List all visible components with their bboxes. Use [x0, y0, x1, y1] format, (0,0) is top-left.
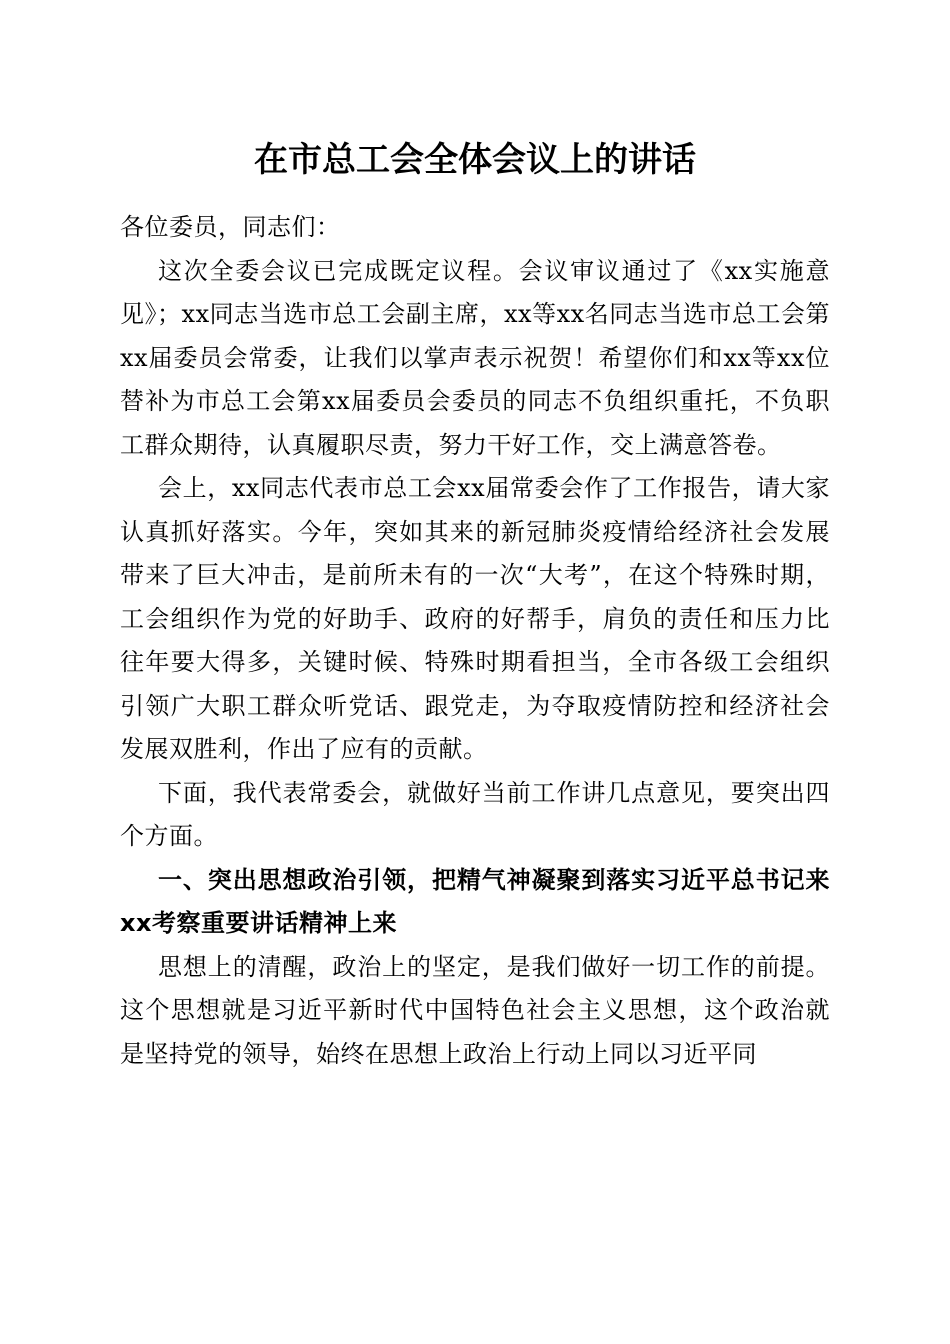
paragraph-opinions-intro: 下面，我代表常委会，就做好当前工作讲几点意见，要突出四个方面。	[120, 778, 830, 850]
section-heading-1: 一、突出思想政治引领，把精气神凝聚到落实习近平总书记来xx考察重要讲话精神上来	[120, 865, 830, 937]
document-body	[120, 206, 830, 1076]
paragraph-section-1: 思想上的清醒，政治上的坚定，是我们做好一切工作的前提。这个思想就是习近平新时代中国特色社会主义思想，这个政治就是坚持党的领导，始终在思想上政治上行动上同以习近平同	[120, 952, 830, 1068]
salutation: 各位委员，同志们：	[120, 213, 341, 241]
document-title: 在市总工会全体会议上的讲话	[254, 140, 696, 180]
paragraph-meeting-summary: 这次全委会议已完成既定议程。会议审议通过了《xx实施意见》；xx同志当选市总工会副主席，xx等xx名同志当选市总工会第xx届委员会常委，让我们以掌声表示祝贺！希望你们和xx等xx位替补为市总工会第xx届委员会委员的同志不负组织重托，不负职工群众期待，认真履职尽责，努力干好工作，交上满意答卷。	[120, 256, 830, 459]
paragraph-work-report: 会上，xx同志代表市总工会xx届常委会作了工作报告，请大家认真抓好落实。今年，突如其来的新冠肺炎疫情给经济社会发展带来了巨大冲击，是前所未有的一次“大考”，在这个特殊时期，工会组织作为党的好助手、政府的好帮手，肩负的责任和压力比往年要大得多，关键时候、特殊时期看担当，全市各级工会组织引领广大职工群众听党话、跟党走，为夺取疫情防控和经济社会发展双胜利，作出了应有的贡献。	[120, 474, 830, 763]
